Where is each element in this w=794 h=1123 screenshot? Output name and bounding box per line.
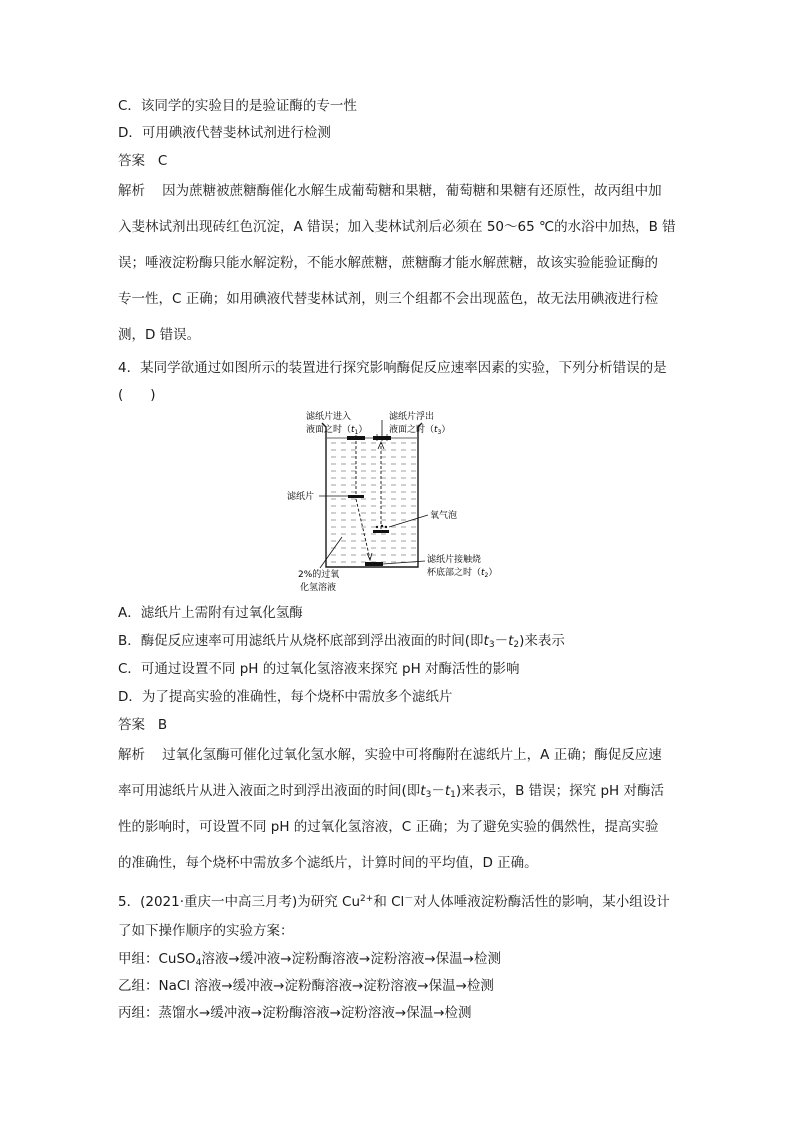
q3-option-d: D．可用碘液代替斐林试剂进行检测 bbox=[118, 125, 331, 141]
q4-analysis-line-4: 的准确性，每个烧杯中需放多个滤纸片，计算时间的平均值，D 正确。 bbox=[118, 855, 538, 871]
answer-label: 答案 bbox=[118, 153, 145, 169]
filter-paper-rising bbox=[373, 530, 389, 533]
label-oxygen-bubble: 氧气泡 bbox=[430, 511, 458, 521]
q4-option-c: C．可通过设置不同 pH 的过氧化氢溶液来探究 pH 对酶活性的影响 bbox=[118, 661, 520, 677]
q4-option-b: B．酶促反应速率可用滤纸片从烧杯底部到浮出液面的时间(即$t_3-t_2$)来表示 bbox=[118, 633, 565, 650]
answer-label: 答案 bbox=[118, 717, 145, 733]
q4-analysis-line-1: 解析 过氧化氢酶可催化过氧化氢水解，实验中可将酶附在滤纸片上，A 正确；酶促反应速 bbox=[118, 747, 662, 763]
q4-option-d: D．为了提高实验的准确性，每个烧杯中需放多个滤纸片 bbox=[118, 689, 453, 705]
label-bottom-line-1: 滤纸片接触烧 bbox=[427, 555, 482, 565]
q3-analysis-line-5: 测，D 错误。 bbox=[118, 327, 201, 343]
q5-group-c: 丙组：蒸馏水→缓冲液→淀粉酶溶液→淀粉溶液→保温→检测 bbox=[118, 1005, 472, 1021]
label-solution-line-1: 2%的过氧 bbox=[298, 570, 340, 580]
q4-analysis-line-2: 率可用滤纸片从进入液面之时到浮出液面的时间(即$t_3-t_1$)来表示，B 错误；探究 pH 对酶活 bbox=[118, 783, 664, 800]
q3-analysis-line-1: 解析 因为蔗糖被蔗糖酶催化水解生成葡萄糖和果糖，葡萄糖和果糖有还原性，故丙组中加 bbox=[118, 183, 662, 199]
label-float-line-2: 液面之时$(t_3)$ bbox=[389, 425, 451, 436]
answer-value: C bbox=[157, 153, 168, 169]
analysis-label: 解析 bbox=[118, 747, 145, 763]
q4-option-a: A．滤纸片上需附有过氧化氢酶 bbox=[118, 605, 303, 621]
q3-analysis-line-3: 误；唾液淀粉酶只能水解淀粉，不能水解蔗糖，蔗糖酶才能水解蔗糖，故该实验能验证酶的 bbox=[118, 255, 658, 271]
beaker-figure bbox=[270, 405, 520, 600]
answer-value: B bbox=[157, 717, 168, 733]
q5-group-b: 乙组：NaCl 溶液→缓冲液→淀粉酶溶液→淀粉溶液→保温→检测 bbox=[118, 978, 494, 994]
label-enter-line-1: 滤纸片进入 bbox=[306, 412, 352, 422]
q3-analysis-line-2: 入斐林试剂出现砖红色沉淀，A 错误；加入斐林试剂后必须在 50～65 ℃的水浴中加热，B 错 bbox=[118, 219, 676, 235]
q3-answer bbox=[118, 152, 167, 170]
filter-paper-entering bbox=[347, 436, 365, 440]
label-solution-line-2: 化氢溶液 bbox=[300, 583, 337, 593]
q4-answer bbox=[118, 716, 167, 734]
q5-group-a: 甲组：CuSO$_4$溶液→缓冲液→淀粉酶溶液→淀粉溶液→保温→检测 bbox=[118, 951, 501, 968]
label-filter-paper: 滤纸片 bbox=[287, 492, 315, 502]
label-bottom-line-2: 杯底部之时$(t_2)$ bbox=[427, 568, 498, 579]
q3-option-c: C．该同学的实验目的是验证酶的专一性 bbox=[118, 98, 357, 114]
q4-analysis-line-3: 性的影响时，可设置不同 pH 的过氧化氢溶液，C 正确；为了避免实验的偶然性，提高实验 bbox=[118, 819, 659, 835]
q5-stem-line-1: 5．(2021·重庆一中高三月考)为研究 $Cu^{2+}$和 Cl－对人体唾液淀粉酶活性的影响，某小组设计 bbox=[118, 894, 670, 910]
filter-paper-sinking bbox=[348, 495, 364, 498]
q5-stem-line-2: 了如下操作顺序的实验方案： bbox=[118, 923, 294, 939]
filter-paper-bottom bbox=[365, 562, 383, 566]
q4-stem-line-1: 4．某同学欲通过如图所示的装置进行探究影响酶促反应速率因素的实验，下列分析错误的是 bbox=[118, 360, 667, 376]
label-float-line-1: 滤纸片浮出 bbox=[389, 412, 435, 422]
q4-stem-line-2: ( ) bbox=[118, 387, 156, 403]
q3-analysis-line-4: 专一性，C 正确；如用碘液代替斐林试剂，则三个组都不会出现蓝色，故无法用碘液进行检 bbox=[118, 291, 659, 307]
hydrogen-peroxide-liquid bbox=[327, 438, 417, 566]
label-enter-line-2: 液面之时$(t_1)$ bbox=[306, 425, 368, 436]
analysis-label: 解析 bbox=[118, 183, 145, 199]
